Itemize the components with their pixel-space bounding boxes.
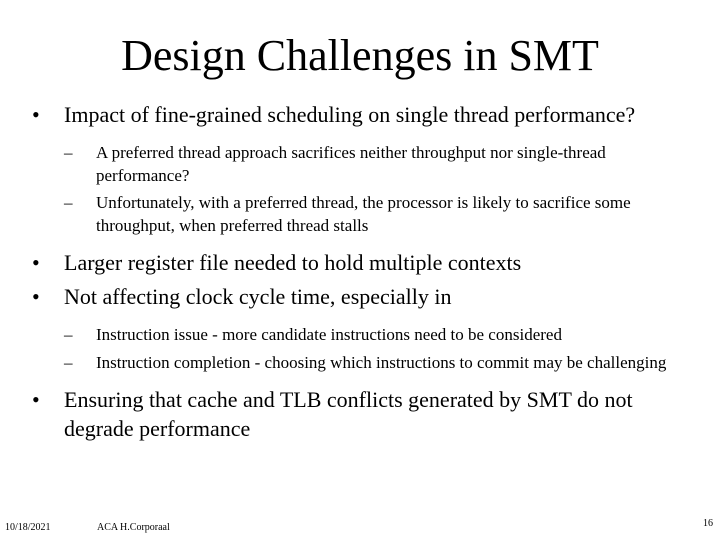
sub-bullet-item xyxy=(32,141,692,187)
footer-date: 10/18/2021 xyxy=(5,522,51,533)
dash-icon: – xyxy=(64,193,73,212)
bullet-item xyxy=(32,282,692,311)
bullet-item xyxy=(32,385,692,443)
bullet-text: Ensuring that cache and TLB conflicts generated by SMT do not degrade performance xyxy=(64,387,633,441)
sub-bullet-item xyxy=(32,351,692,374)
bullet-text: Larger register file needed to hold multiple contexts xyxy=(64,250,522,275)
dash-icon: – xyxy=(64,325,73,344)
sub-bullet-text: Instruction completion - choosing which instructions to commit may be challenging xyxy=(96,353,667,372)
bullet-text: Not affecting clock cycle time, especially in xyxy=(64,284,452,309)
sub-bullet-item xyxy=(32,323,692,346)
sub-bullet-text: Unfortunately, with a preferred thread, the processor is likely to sacrifice some throughput, when preferred thread stalls xyxy=(96,193,631,235)
bullet-item xyxy=(32,248,692,277)
bullet-icon: • xyxy=(32,250,40,275)
slide-content xyxy=(32,100,692,443)
sub-bullet-text: A preferred thread approach sacrifices neither throughput nor single-thread performance? xyxy=(96,143,606,185)
slide-title: Design Challenges in SMT xyxy=(121,31,599,80)
sub-bullet-text: Instruction issue - more candidate instructions need to be considered xyxy=(96,325,562,344)
footer-course: ACA H.Corporaal xyxy=(97,522,170,533)
bullet-icon: • xyxy=(32,387,40,412)
bullet-text: Impact of fine-grained scheduling on single thread performance? xyxy=(64,102,636,127)
bullet-icon: • xyxy=(32,284,40,309)
sub-bullet-item xyxy=(32,191,692,237)
dash-icon: – xyxy=(64,353,73,372)
bullet-item xyxy=(32,100,692,129)
bullet-icon: • xyxy=(32,102,40,127)
page-number: 16 xyxy=(703,518,713,529)
dash-icon: – xyxy=(64,143,73,162)
